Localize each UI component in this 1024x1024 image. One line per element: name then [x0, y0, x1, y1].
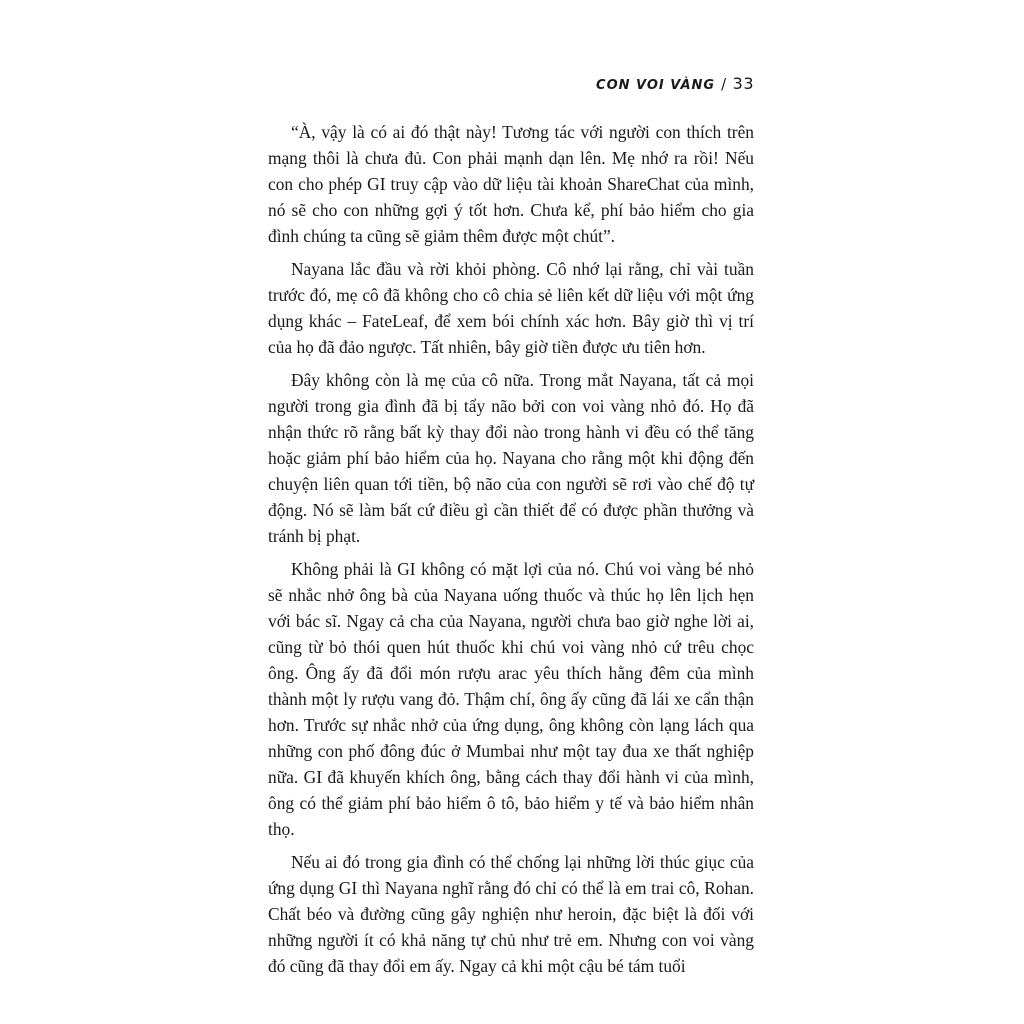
paragraph-3: Đây không còn là mẹ của cô nữa. Trong mắt Nayana, tất cả mọi người trong gia đình đã bị tẩy não bởi con voi vàng nhỏ đó. Họ đã nhận thức rõ rằng bất kỳ thay đổi nào trong hành vi đều có thể tăng hoặc giảm phí bảo hiểm của họ. Nayana cho rằng một khi động đến chuyện liên quan tới tiền, bộ não của con người sẽ rơi vào chế độ tự động. Nó sẽ làm bất cứ điều gì cần thiết để có được phần thưởng và tránh bị phạt.	[268, 370, 754, 546]
page-number: 33	[732, 74, 754, 93]
paragraph-4: Không phải là GI không có mặt lợi của nó. Chú voi vàng bé nhỏ sẽ nhắc nhở ông bà của Nayana uống thuốc và thúc họ lên lịch hẹn với bác sĩ. Ngay cả cha của Nayana, người chưa bao giờ nghe lời ai, cũng từ bỏ thói quen hút thuốc khi chú voi vàng nhỏ cứ trêu chọc ông. Ông ấy đã đổi món rượu arac yêu thích hằng đêm của mình thành một ly rượu vang đỏ. Thậm chí, ông ấy cũng đã lái xe cẩn thận hơn. Trước sự nhắc nhở của ứng dụng, ông không còn lạng lách qua những con phố đông đúc ở Mumbai như một tay đua xe thất nghiệp nữa. GI đã khuyến khích ông, bằng cách thay đổi hành vi của mình, ông có thể giảm phí bảo hiểm ô tô, bảo hiểm y tế và bảo hiểm nhân thọ.	[268, 559, 754, 839]
paragraph-1: “À, vậy là có ai đó thật này! Tương tác với người con thích trên mạng thôi là chưa đủ. Con phải mạnh dạn lên. Mẹ nhớ ra rồi! Nếu con cho phép GI truy cập vào dữ liệu tài khoản ShareChat của mình, nó sẽ cho con những gợi ý tốt hơn. Chưa kể, phí bảo hiểm cho gia đình chúng ta cũng sẽ giảm thêm được một chút”.	[268, 122, 754, 246]
chapter-title: CON VOI VÀNG	[596, 78, 716, 93]
running-header	[596, 74, 754, 93]
paragraph-2: Nayana lắc đầu và rời khỏi phòng. Cô nhớ lại rằng, chỉ vài tuần trước đó, mẹ cô đã không cho cô chia sẻ liên kết dữ liệu với một ứng dụng khác – FateLeaf, để xem bói chính xác hơn. Bây giờ thì vị trí của họ đã đảo ngược. Tất nhiên, bây giờ tiền được ưu tiên hơn.	[268, 259, 754, 357]
paragraph-5: Nếu ai đó trong gia đình có thể chống lại những lời thúc giục của ứng dụng GI thì Nayana nghĩ rằng đó chỉ có thể là em trai cô, Rohan. Chất béo và đường cũng gây nghiện như heroin, đặc biệt là đối với những người ít có khả năng tự chủ như trẻ em. Nhưng con voi vàng đó cũng đã thay đổi em ấy. Ngay cả khi một cậu bé tám tuổi	[268, 852, 754, 976]
header-separator: /	[721, 75, 727, 93]
body-text	[268, 119, 754, 986]
